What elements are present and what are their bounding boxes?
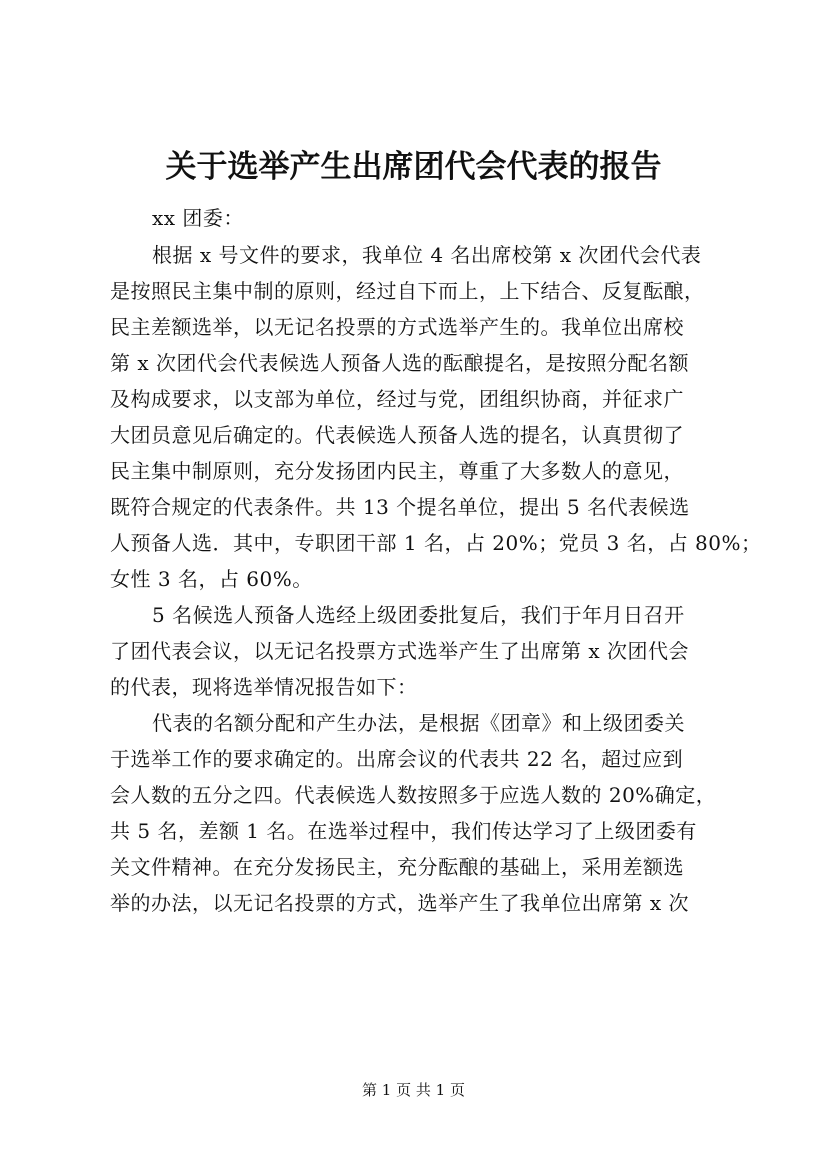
body-line: 代表的名额分配和产生办法，是根据《团章》和上级团委关	[152, 711, 685, 735]
body-line: 人预备人选．其中，专职团干部 1 名，占 20%；党员 3 名，占 80%；	[110, 531, 762, 555]
document-title: 关于选举产生出席团代会代表的报告	[165, 149, 662, 185]
body-line: 根据 x 号文件的要求，我单位 4 名出席校第 x 次团代会代表	[152, 243, 702, 267]
body-line: 民主差额选举，以无记名投票的方式选举产生的。我单位出席校	[110, 315, 684, 339]
body-line: 5 名候选人预备人选经上级团委批复后，我们于年月日召开	[152, 603, 685, 627]
body-line: 会人数的五分之四。代表候选人数按照多于应选人数的 20%确定，	[110, 783, 717, 807]
page-number-footer: 第 1 页 共 1 页	[362, 1081, 465, 1099]
body-line: 民主集中制原则，充分发扬团内民主，尊重了大多数人的意见，	[110, 459, 684, 483]
body-line: 既符合规定的代表条件。共 13 个提名单位，提出 5 名代表候选	[110, 495, 690, 519]
body-line: 于选举工作的要求确定的。出席会议的代表共 22 名，超过应到	[110, 747, 684, 771]
body-line: 第 x 次团代会代表候选人预备人选的酝酿提名，是按照分配名额	[110, 351, 689, 375]
body-line: 女性 3 名，占 60%。	[110, 567, 313, 591]
body-line: 关文件精神。在充分发扬民主，充分酝酿的基础上，采用差额选	[110, 855, 684, 879]
body-line: 及构成要求，以支部为单位，经过与党，团组织协商，并征求广	[110, 387, 684, 411]
body-line: 举的办法，以无记名投票的方式，选举产生了我单位出席第 x 次	[110, 891, 689, 915]
body-line: 的代表，现将选举情况报告如下：	[110, 675, 418, 699]
salutation: xx 团委：	[152, 206, 244, 230]
body-line: 了团代表会议，以无记名投票方式选举产生了出席第 x 次团代会	[110, 639, 689, 663]
body-line: 是按照民主集中制的原则，经过自下而上，上下结合、反复酝酿，	[110, 279, 705, 303]
body-line: 大团员意见后确定的。代表候选人预备人选的提名，认真贯彻了	[110, 423, 684, 447]
body-line: 共 5 名，差额 1 名。在选举过程中，我们传达学习了上级团委有	[110, 819, 697, 843]
